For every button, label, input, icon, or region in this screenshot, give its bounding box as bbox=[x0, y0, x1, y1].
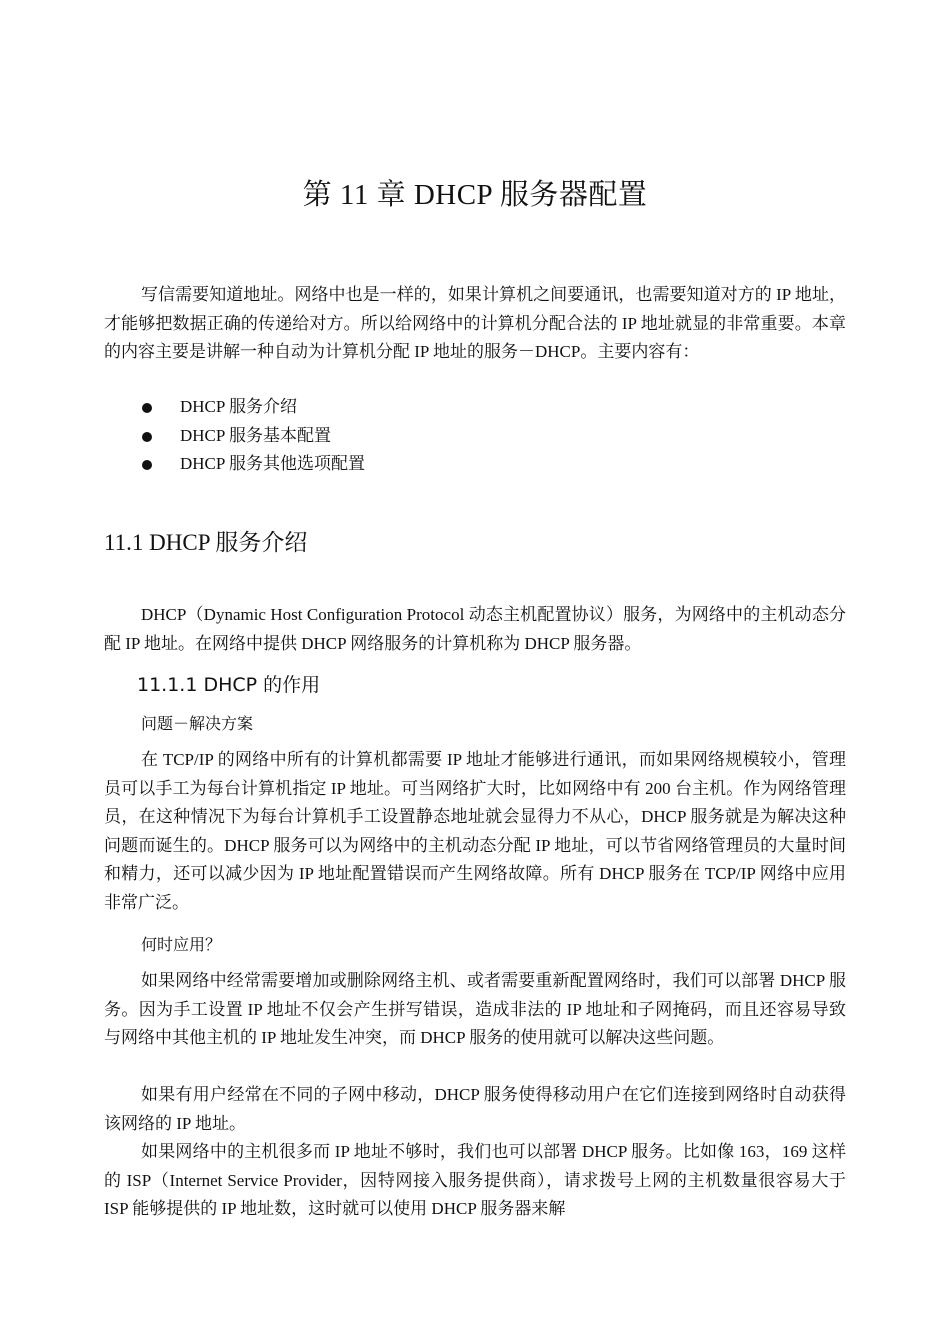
when-paragraph-2: 如果有用户经常在不同的子网中移动，DHCP 服务使得移动用户在它们连接到网络时自动获得该网络的 IP 地址。 bbox=[104, 1085, 846, 1133]
list-item bbox=[104, 393, 846, 422]
bullet-icon bbox=[142, 460, 152, 470]
chapter-title: 第 11 章 DHCP 服务器配置 bbox=[302, 179, 648, 211]
subsection-title: 11.1.1 DHCP 的作用 bbox=[137, 674, 321, 696]
list-item-label: DHCP 服务其他选项配置 bbox=[180, 454, 365, 473]
intro-paragraph: 写信需要知道地址。网络中也是一样的，如果计算机之间要通讯，也需要知道对方的 IP 地址，才能够把数据正确的传递给对方。所以给网络中的计算机分配合法的 IP 地址就显的非常重要。本章的内容主要是讲解一种自动为计算机分配 IP 地址的服务－DHCP。主要内容有： bbox=[104, 285, 846, 361]
bullet-icon bbox=[142, 403, 152, 413]
list-item-label: DHCP 服务介绍 bbox=[180, 397, 297, 416]
topic-list bbox=[104, 393, 846, 479]
list-item bbox=[104, 422, 846, 451]
bullet-icon bbox=[142, 432, 152, 442]
when-heading: 何时应用？ bbox=[141, 935, 222, 954]
problem-paragraph: 在 TCP/IP 的网络中所有的计算机都需要 IP 地址才能够进行通讯，而如果网络规模较小，管理员可以手工为每台计算机指定 IP 地址。可当网络扩大时，比如网络中有 200 台主机。作为网络管理员，在这种情况下为每台计算机手工设置静态地址就会显得力不从心，DHCP 服务就是为解决这种问题而诞生的。DHCP 服务可以为网络中的主机动态分配 IP 地址，可以节省网络管理员的大量时间和精力，还可以减少因为 IP 地址配置错误而产生网络故障。所有 DHCP 服务在 TCP/IP 网络中应用非常广泛。 bbox=[104, 750, 846, 912]
problem-heading: 问题－解决方案 bbox=[141, 714, 254, 733]
when-paragraph-3: 如果网络中的主机很多而 IP 地址不够时，我们也可以部署 DHCP 服务。比如像 163，169 这样的 ISP（Internet Service Provider，因特网接入服务提供商），请求拨号上网的主机数量很容易大于 ISP 能够提供的 IP 地址数，这时就可以使用 DHCP 服务器来解 bbox=[104, 1142, 846, 1218]
section-intro-paragraph: DHCP（Dynamic Host Configuration Protocol 动态主机配置协议）服务，为网络中的主机动态分配 IP 地址。在网络中提供 DHCP 网络服务的计算机称为 DHCP 服务器。 bbox=[104, 605, 846, 653]
when-paragraph-1: 如果网络中经常需要增加或删除网络主机、或者需要重新配置网络时，我们可以部署 DHCP 服务。因为手工设置 IP 地址不仅会产生拼写错误，造成非法的 IP 地址和子网掩码，而且还容易导致与网络中其他主机的 IP 地址发生冲突，而 DHCP 服务的使用就可以解决这些问题。 bbox=[104, 971, 846, 1047]
list-item-label: DHCP 服务基本配置 bbox=[180, 425, 331, 445]
section-title: 11.1 DHCP 服务介绍 bbox=[104, 530, 308, 555]
list-item bbox=[104, 450, 846, 479]
